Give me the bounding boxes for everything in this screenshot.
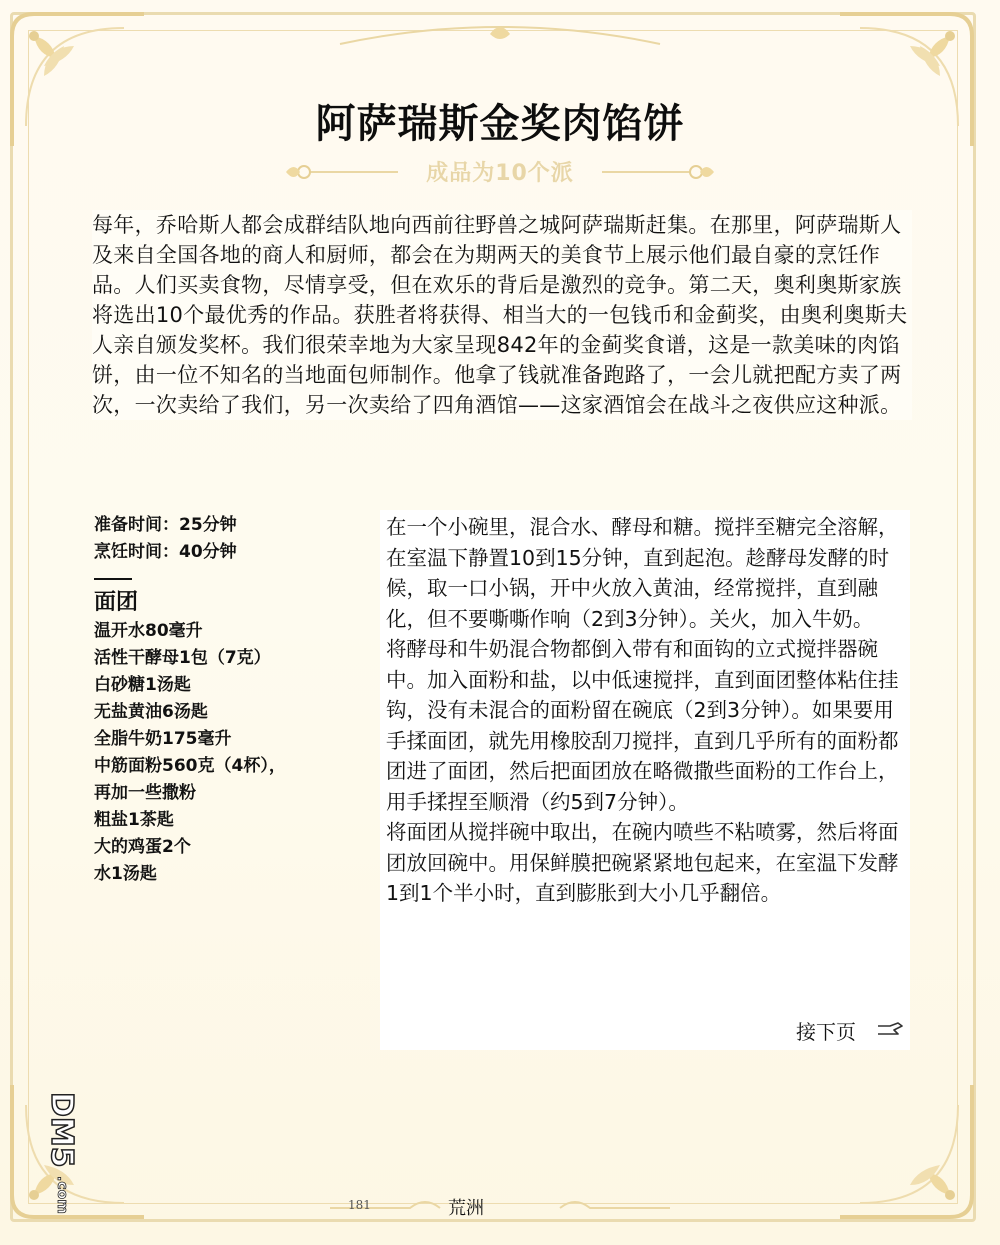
recipe-meta — [94, 512, 294, 888]
page-section-label: 荒洲 — [448, 1198, 484, 1219]
list-item: 活性干酵母1包（7克） — [94, 648, 271, 668]
intro-text: 每年，乔哈斯人都会成群结队地向西前往野兽之城阿萨瑞斯赶集。在那里，阿萨瑞斯人及来自全国各地的商人和厨师，都会在为期两天的美食节上展示他们最自豪的烹饪作品。人们买卖食物，尽情享受，但在欢乐的背后是激烈的竞争。第二天，奥利奥斯家族将选出10个最优秀的作品。获胜者将获得、相当大的一包钱币和金蓟奖，由奥利奥斯夫人亲自颁发奖杯。我们很荣幸地为大家呈现842年的金蓟奖食谱，这是一款美味的肉馅饼，由一位不知名的当地面包师制作。他拿了钱就准备跑路了，一会儿就把配方卖了两次，一次卖给了我们，另一次卖给了四角酒馆——这家酒馆会在战斗之夜供应这种派。 — [92, 213, 908, 417]
prep-time: 准备时间：25分钟 — [94, 515, 237, 535]
list-item: 中筋面粉560克（4杯），再加一些撒粉 — [94, 756, 286, 803]
ingredients-heading: 面团 — [94, 590, 139, 615]
svg-text:.com: .com — [54, 1176, 70, 1214]
list-item: 全脂牛奶175毫升 — [94, 729, 232, 749]
intro-paragraph — [92, 210, 912, 420]
footer-ornament-icon — [330, 1186, 670, 1216]
page-title: 阿萨瑞斯金奖肉馅饼 — [315, 101, 685, 147]
instruction-step: 在一个小碗里，混合水、酵母和糖。搅拌至糖完全溶解，在室温下静置10到15分钟，直到起泡。趁酵母发酵的时候，取一口小锅，开中火放入黄油，经常搅拌，直到融化，但不要嘶嘶作响（2到3分钟）。关火，加入牛奶。 — [386, 515, 899, 631]
list-item: 白砂糖1汤匙 — [94, 675, 191, 695]
instruction-step: 将酵母和牛奶混合物都倒入带有和面钩的立式搅拌器碗中。加入面粉和盐，以中低速搅拌，直到面团整体粘住挂钩，没有未混合的面粉留在碗底（2到3分钟）。如果要用手揉面团，就先用橡胶刮刀搅拌，直到几乎所有的面粉都团进了面团，然后把面团放在略微撒些面粉的工作台上，用手揉捏至顺滑（约5到7分钟）。 — [386, 637, 899, 814]
subtitle-row — [280, 150, 720, 194]
continued-label: 接下页 — [796, 1020, 856, 1044]
top-ornament-icon — [320, 14, 680, 54]
pointing-hand-icon — [876, 1020, 904, 1040]
list-item: 温开水80毫升 — [94, 621, 203, 641]
cook-time: 烹饪时间：40分钟 — [94, 542, 237, 562]
list-item: 大的鸡蛋2个 — [94, 837, 191, 857]
meta-divider — [94, 578, 132, 580]
instructions — [380, 510, 910, 1050]
page-number: 181 — [348, 1198, 371, 1212]
corner-ornament-icon — [830, 1075, 980, 1225]
ingredient-list — [94, 618, 289, 888]
svg-text:DM5: DM5 — [44, 1092, 79, 1168]
list-item: 粗盐1茶匙 — [94, 810, 174, 830]
list-item: 无盐黄油6汤匙 — [94, 702, 208, 722]
dm5-watermark-icon — [14, 1088, 79, 1228]
instruction-step: 将面团从搅拌碗中取出，在碗内喷些不粘喷雾，然后将面团放回碗中。用保鲜膜把碗紧紧地包起来，在室温下发酵1到1个半小时，直到膨胀到大小几乎翻倍。 — [386, 820, 899, 905]
subtitle-yield: 成品为10个派 — [426, 161, 574, 186]
list-item: 水1汤匙 — [94, 864, 157, 884]
